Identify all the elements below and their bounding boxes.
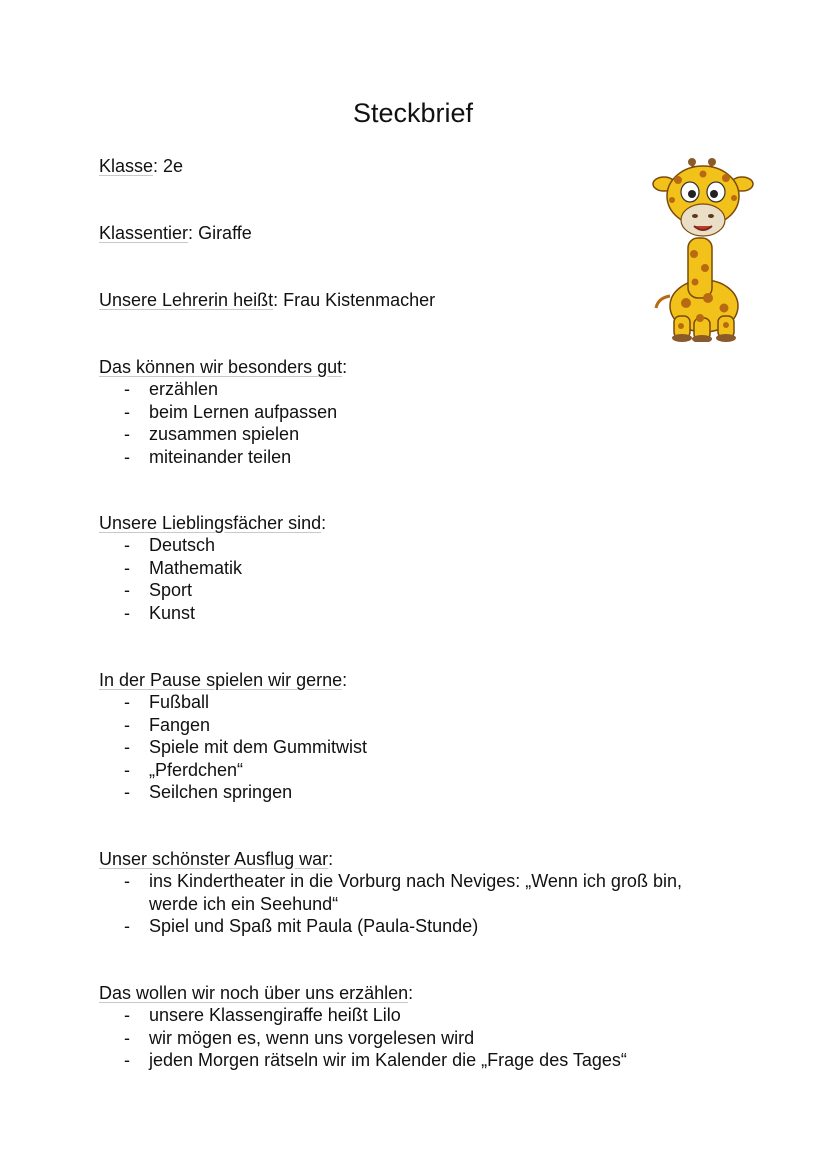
section-heading-text: Das wollen wir noch über uns erzählen xyxy=(99,983,409,1003)
giraffe-hoof xyxy=(716,334,736,342)
list-koennen xyxy=(99,378,337,468)
section-heading-faecher: Unsere Lieblingsfächer sind: xyxy=(99,513,327,533)
lehrerin-line: Unsere Lehrerin heißt: Frau Kistenmacher xyxy=(99,290,436,310)
giraffe-horn xyxy=(708,158,716,166)
klasse-value: 2e xyxy=(163,156,184,176)
section-heading-ausflug: Unser schönster Ausflug war: xyxy=(99,849,334,869)
list-item: - zusammen spielen xyxy=(99,423,337,446)
giraffe-illustration xyxy=(648,158,758,342)
list-item: - „Pferdchen“ xyxy=(99,759,367,782)
list-ausflug xyxy=(99,870,682,938)
page-title: Steckbrief xyxy=(352,98,474,128)
giraffe-hoof xyxy=(672,334,692,342)
giraffe-horn xyxy=(688,158,696,166)
list-faecher xyxy=(99,534,242,624)
klassentier-label: Klassentier xyxy=(99,223,189,243)
section-heading-text: In der Pause spielen wir gerne xyxy=(99,670,343,690)
klassentier-value: Giraffe xyxy=(198,223,252,243)
section-heading-koennen: Das können wir besonders gut: xyxy=(99,357,348,377)
section-heading-text: Unser schönster Ausflug war xyxy=(99,849,329,869)
list-erzaehlen xyxy=(99,1004,627,1072)
section-heading-erzaehlen: Das wollen wir noch über uns erzählen: xyxy=(99,983,414,1003)
list-item-continuation xyxy=(99,893,682,916)
list-item: - Fangen xyxy=(99,714,367,737)
giraffe-muzzle xyxy=(681,204,725,236)
section-heading-text: Das können wir besonders gut xyxy=(99,357,343,377)
list-item: - Fußball xyxy=(99,691,367,714)
list-item: - wir mögen es, wenn uns vorgelesen wird xyxy=(99,1027,627,1050)
list-item: - erzählen xyxy=(99,378,337,401)
list-item: - Sport xyxy=(99,579,242,602)
section-heading-text: Unsere Lieblingsfächer sind xyxy=(99,513,322,533)
list-item: - Kunst xyxy=(99,602,242,625)
list-item: - Seilchen springen xyxy=(99,781,367,804)
list-item: - ins Kindertheater in die Vorburg nach Neviges: „Wenn ich groß bin, xyxy=(99,870,682,893)
list-item: - beim Lernen aufpassen xyxy=(99,401,337,424)
giraffe-tail xyxy=(656,296,670,308)
list-item: - Mathematik xyxy=(99,557,242,580)
list-item: - jeden Morgen rätseln wir im Kalender die „Frage des Tages“ xyxy=(99,1049,627,1072)
continuation-text: werde ich ein Seehund“ xyxy=(149,893,339,914)
klassentier-line: Klassentier: Giraffe xyxy=(99,223,252,243)
list-item: - Spiel und Spaß mit Paula (Paula-Stunde) xyxy=(99,915,682,938)
list-item: - Deutsch xyxy=(99,534,242,557)
klasse-label: Klasse xyxy=(99,156,154,176)
lehrerin-value: Frau Kistenmacher xyxy=(283,290,436,310)
lehrerin-label: Unsere Lehrerin heißt xyxy=(99,290,274,310)
section-heading-pause: In der Pause spielen wir gerne: xyxy=(99,670,348,690)
klasse-line: Klasse: 2e xyxy=(99,156,184,176)
list-item: - miteinander teilen xyxy=(99,446,337,469)
list-item: - unsere Klassengiraffe heißt Lilo xyxy=(99,1004,627,1027)
list-pause xyxy=(99,691,367,804)
list-item: - Spiele mit dem Gummitwist xyxy=(99,736,367,759)
